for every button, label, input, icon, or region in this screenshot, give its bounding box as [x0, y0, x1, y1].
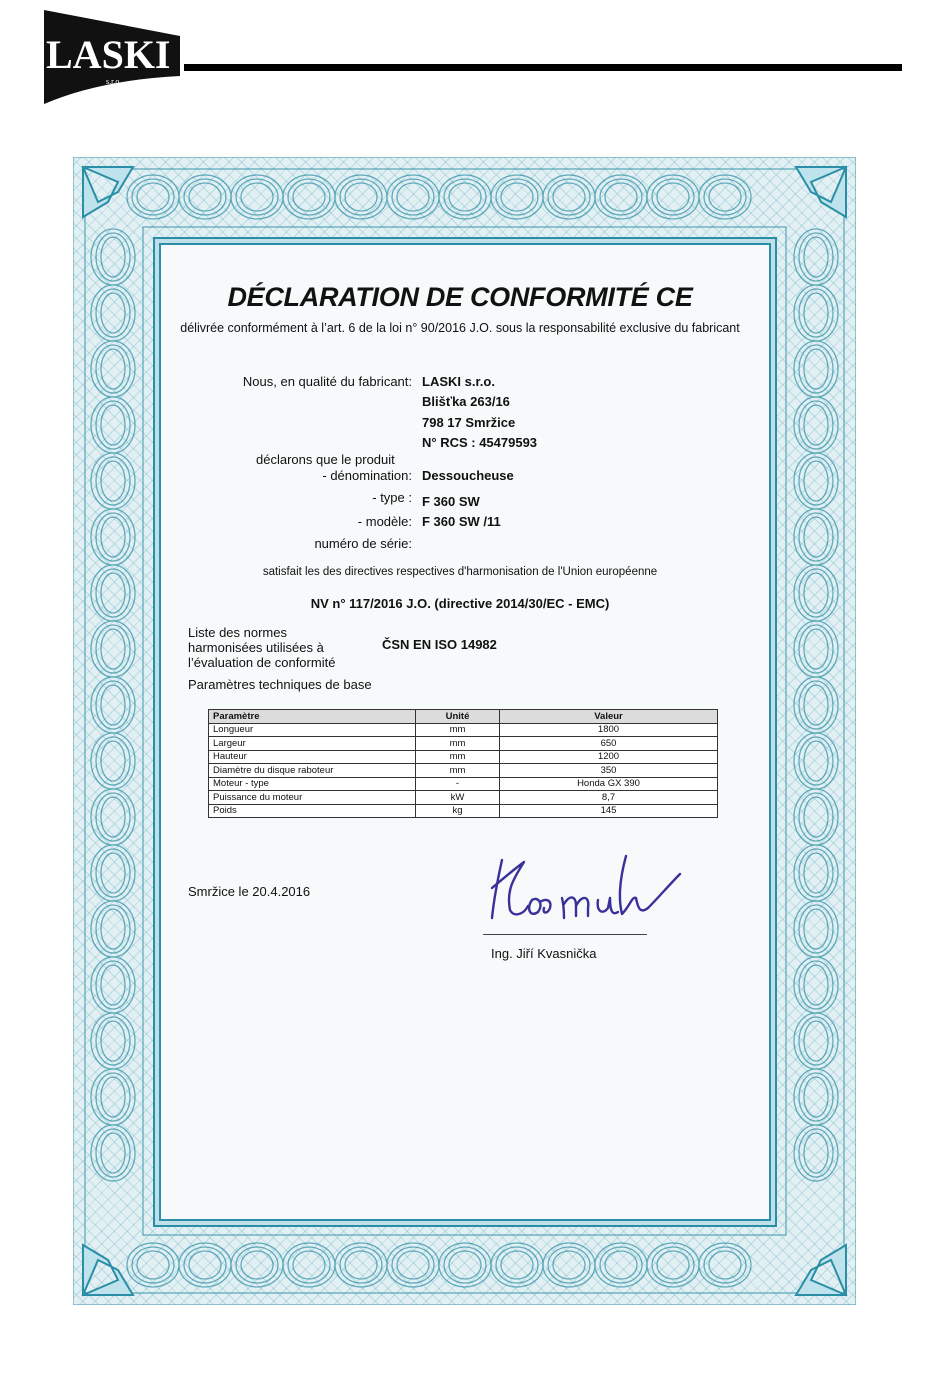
- border-ornament: [236, 1247, 278, 1283]
- border-ornament: [293, 183, 325, 211]
- table-cell: Largeur: [209, 737, 416, 751]
- handwritten-signature: [480, 848, 690, 928]
- border-ornament: [241, 183, 273, 211]
- border-ornament: [101, 797, 125, 837]
- table-cell: kW: [416, 791, 500, 805]
- border-ornament: [439, 1243, 491, 1287]
- border-ornament: [804, 461, 828, 501]
- manufacturer-street: Blišťka 263/16: [422, 394, 510, 409]
- border-ornament: [345, 1251, 377, 1279]
- border-ornament: [804, 517, 828, 557]
- border-ornament: [605, 183, 637, 211]
- border-ornament: [600, 179, 642, 215]
- border-ornament: [496, 179, 538, 215]
- border-ornament: [241, 1251, 273, 1279]
- border-ornament: [652, 179, 694, 215]
- border-ornament: [387, 175, 439, 219]
- border-ornament: [101, 853, 125, 893]
- border-ornament: [101, 1021, 125, 1061]
- border-ornament: [137, 183, 169, 211]
- border-ornament: [101, 461, 125, 501]
- norms-label-line3: l’évaluation de conformité: [188, 655, 336, 670]
- border-ornament: [444, 179, 486, 215]
- border-ornament: [804, 853, 828, 893]
- border-ornament: [449, 183, 481, 211]
- column-header: Valeur: [500, 710, 718, 724]
- border-ornament: [709, 1251, 741, 1279]
- border-ornament: [553, 183, 585, 211]
- border-ornament: [101, 573, 125, 613]
- border-ornament: [132, 1247, 174, 1283]
- logo-text: LASKI: [46, 32, 171, 77]
- product-intro: déclarons que le produit: [256, 452, 395, 467]
- border-ornament: [101, 629, 125, 669]
- border-ornament: [804, 1133, 828, 1173]
- type-value: F 360 SW: [422, 494, 480, 509]
- border-ornament: [804, 685, 828, 725]
- border-ornament: [543, 175, 595, 219]
- border-ornament: [132, 179, 174, 215]
- border-ornament: [101, 685, 125, 725]
- table-cell: Poids: [209, 804, 416, 818]
- table-cell: 145: [500, 804, 718, 818]
- logo-subtext: s.r.o.: [106, 77, 122, 86]
- satisfies-text: satisfait les des directives respectives d'harmonisation de l'Union européenne: [262, 566, 658, 578]
- table-cell: 1800: [500, 723, 718, 737]
- border-ornament: [340, 179, 382, 215]
- border-ornament: [804, 797, 828, 837]
- border-ornament: [340, 1247, 382, 1283]
- border-ornament: [345, 183, 377, 211]
- border-ornament: [804, 573, 828, 613]
- table-header-row: [209, 710, 718, 724]
- denomination-value: Dessoucheuse: [422, 468, 514, 483]
- table-row: [209, 777, 718, 791]
- border-ornament: [647, 1243, 699, 1287]
- manufacturer-name: LASKI s.r.o.: [422, 374, 495, 389]
- border-ornament: [101, 741, 125, 781]
- border-ornament: [804, 237, 828, 277]
- header-rule: [184, 64, 902, 71]
- border-ornament: [189, 1251, 221, 1279]
- border-ornament: [600, 1247, 642, 1283]
- border-ornament: [392, 1247, 434, 1283]
- manufacturer-rcs: N° RCS : 45479593: [422, 435, 538, 450]
- border-ornament: [236, 179, 278, 215]
- signatory-name: Ing. Jiří Kvasnička: [491, 946, 597, 961]
- border-ornament: [804, 349, 828, 389]
- border-ornament: [449, 1251, 481, 1279]
- table-cell: mm: [416, 750, 500, 764]
- border-ornament: [137, 1251, 169, 1279]
- border-ornament: [496, 1247, 538, 1283]
- laski-logo: [40, 6, 190, 108]
- border-ornament: [387, 1243, 439, 1287]
- document-title: DÉCLARATION DE CONFORMITÉ CE: [227, 282, 693, 312]
- table-cell: Longueur: [209, 723, 416, 737]
- border-ornament: [704, 179, 746, 215]
- border-ornament: [595, 1243, 647, 1287]
- table-cell: Honda GX 390: [500, 777, 718, 791]
- border-ornament: [288, 1247, 330, 1283]
- border-ornament: [283, 175, 335, 219]
- border-ornament: [293, 1251, 325, 1279]
- border-ornament: [127, 1243, 179, 1287]
- table-cell: 8,7: [500, 791, 718, 805]
- manufacturer-city: 798 17 Smržice: [422, 415, 516, 430]
- denomination-label: - dénomination:: [322, 468, 412, 483]
- border-ornament: [501, 183, 533, 211]
- border-ornament: [101, 349, 125, 389]
- parameters-table: [208, 709, 718, 818]
- border-ornament: [548, 179, 590, 215]
- border-ornament: [605, 1251, 637, 1279]
- border-ornament: [647, 175, 699, 219]
- border-ornament: [335, 175, 387, 219]
- border-ornament: [804, 909, 828, 949]
- border-ornament: [439, 175, 491, 219]
- border-ornament: [288, 179, 330, 215]
- column-header: Unité: [416, 710, 500, 724]
- border-ornament: [804, 1077, 828, 1117]
- model-value: F 360 SW /11: [422, 514, 501, 529]
- table-row: [209, 750, 718, 764]
- border-ornament: [184, 1247, 226, 1283]
- border-ornament: [709, 183, 741, 211]
- table-row: [209, 737, 718, 751]
- place-date: Smržice le 20.4.2016: [188, 884, 311, 899]
- border-ornament: [335, 1243, 387, 1287]
- table-cell: 350: [500, 764, 718, 778]
- border-ornament: [804, 405, 828, 445]
- border-ornament: [397, 1251, 429, 1279]
- border-ornament: [392, 179, 434, 215]
- border-ornament: [101, 1077, 125, 1117]
- border-ornament: [231, 175, 283, 219]
- parameters-table-wrap: [208, 709, 717, 818]
- border-ornament: [101, 293, 125, 333]
- table-row: [209, 804, 718, 818]
- tech-params-label: Paramètres techniques de base: [188, 677, 372, 692]
- model-label: - modèle:: [357, 514, 412, 529]
- border-ornament: [491, 1243, 543, 1287]
- border-ornament: [699, 175, 751, 219]
- table-cell: mm: [416, 764, 500, 778]
- border-ornament: [804, 293, 828, 333]
- border-ornament: [127, 175, 179, 219]
- border-ornament: [184, 179, 226, 215]
- manufacturer-label: Nous, en qualité du fabricant:: [242, 374, 412, 389]
- border-ornament: [189, 183, 221, 211]
- table-cell: Hauteur: [209, 750, 416, 764]
- table-cell: mm: [416, 723, 500, 737]
- border-ornament: [397, 183, 429, 211]
- border-ornament: [491, 175, 543, 219]
- directive-text: NV n° 117/2016 J.O. (directive 2014/30/EC - EMC): [310, 596, 610, 611]
- border-ornament: [804, 629, 828, 669]
- border-ornament: [101, 405, 125, 445]
- table-row: [209, 791, 718, 805]
- border-ornament: [101, 1133, 125, 1173]
- border-ornament: [657, 183, 689, 211]
- table-cell: 1200: [500, 750, 718, 764]
- table-row: [209, 764, 718, 778]
- border-ornament: [804, 741, 828, 781]
- border-ornament: [101, 965, 125, 1005]
- document-subtitle: délivrée conformément à l’art. 6 de la loi n° 90/2016 J.O. sous la responsabilité exclusive du fabricant: [180, 321, 740, 335]
- border-ornament: [231, 1243, 283, 1287]
- border-ornament: [657, 1251, 689, 1279]
- border-ornament: [553, 1251, 585, 1279]
- border-ornament: [101, 517, 125, 557]
- norms-label-line2: harmonisées utilisées à: [188, 640, 324, 655]
- border-ornament: [179, 1243, 231, 1287]
- table-cell: 650: [500, 737, 718, 751]
- signature-line: [483, 934, 647, 935]
- border-ornament: [804, 965, 828, 1005]
- type-label: - type :: [372, 490, 412, 505]
- table-cell: Diamètre du disque raboteur: [209, 764, 416, 778]
- border-ornament: [804, 1021, 828, 1061]
- table-row: [209, 723, 718, 737]
- border-ornament: [501, 1251, 533, 1279]
- table-cell: mm: [416, 737, 500, 751]
- border-ornament: [444, 1247, 486, 1283]
- table-cell: Puissance du moteur: [209, 791, 416, 805]
- table-cell: kg: [416, 804, 500, 818]
- border-ornament: [652, 1247, 694, 1283]
- border-ornament: [543, 1243, 595, 1287]
- table-cell: -: [416, 777, 500, 791]
- serial-label: numéro de série:: [314, 536, 412, 551]
- column-header: Paramètre: [209, 710, 416, 724]
- border-ornament: [101, 909, 125, 949]
- border-ornament: [548, 1247, 590, 1283]
- border-ornament: [699, 1243, 751, 1287]
- border-ornament: [179, 175, 231, 219]
- border-ornament: [101, 237, 125, 277]
- norms-value: ČSN EN ISO 14982: [382, 637, 497, 652]
- border-ornament: [283, 1243, 335, 1287]
- border-ornament: [704, 1247, 746, 1283]
- table-cell: Moteur - type: [209, 777, 416, 791]
- border-ornament: [595, 175, 647, 219]
- norms-label-line1: Liste des normes: [188, 625, 287, 640]
